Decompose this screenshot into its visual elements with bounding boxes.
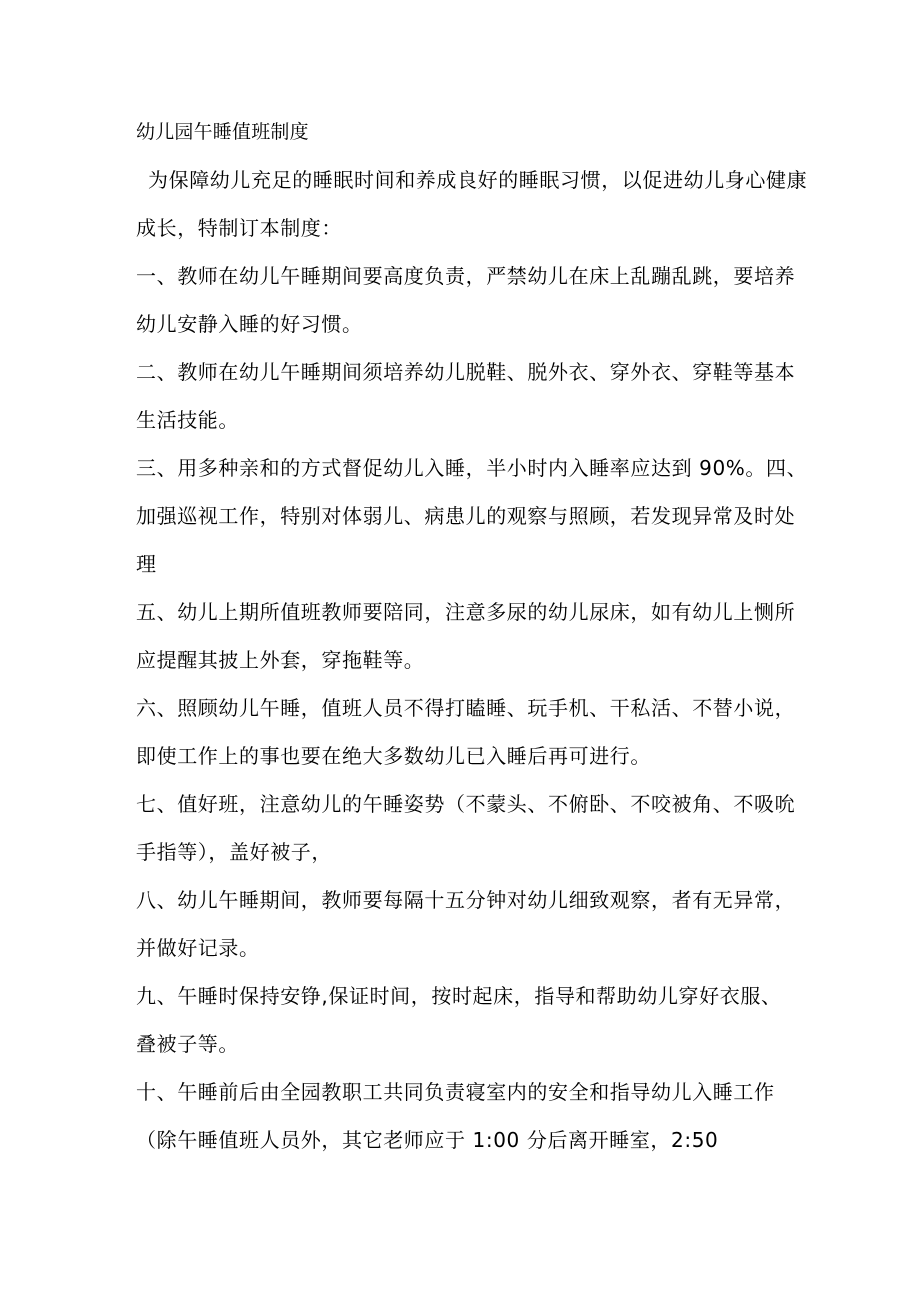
rule-10-line-1: 十、午睡前后由全园教职工共同负责寝室内的安全和指导幼儿入睡工作	[136, 1080, 775, 1104]
rule-8-line-2: 并做好记录。	[136, 936, 260, 960]
rule-5-line-2: 应提醒其披上外套，穿拖鞋等。	[136, 648, 425, 672]
rule-8-line-1: 八、幼儿午睡期间，教师要每隔十五分钟对幼儿细致观察，者有无异常，	[136, 888, 796, 912]
rule-6-line-2: 即使工作上的事也要在绝大多数幼儿已入睡后再可进行。	[136, 744, 651, 768]
rule-4-line-2: 理	[136, 552, 157, 576]
rule-1-line-2: 幼儿安静入睡的好习惯。	[136, 312, 363, 336]
rule-7-line-1: 七、值好班，注意幼儿的午睡姿势（不蒙头、不俯卧、不咬被角、不吸吮	[136, 792, 796, 816]
rule-1-line-1: 一、教师在幼儿午睡期间要高度负责，严禁幼儿在床上乱蹦乱跳，要培养	[136, 264, 796, 288]
rule-7-line-2: 手指等），盖好被子，	[136, 840, 332, 864]
document-title: 幼儿园午睡值班制度	[136, 121, 309, 143]
rule-9-line-2: 叠被子等。	[136, 1032, 239, 1056]
rule-6-line-1: 六、照顾幼儿午睡，值班人员不得打瞌睡、玩手机、干私活、不替小说，	[136, 696, 796, 720]
rule-9-line-1: 九、午睡时保持安铮,保证时间，按时起床，指导和帮助幼儿穿好衣服、	[136, 984, 782, 1008]
intro-line-1: 为保障幼儿充足的睡眠时间和养成良好的睡眠习惯，以促进幼儿身心健康	[148, 168, 808, 192]
intro-line-2: 成长，特制订本制度：	[136, 216, 342, 240]
rule-10-line-2: （除午睡值班人员外，其它老师应于 1:00 分后离开睡室，2:50	[136, 1128, 719, 1152]
rule-4-line-1: 加强巡视工作，特别对体弱儿、病患儿的观察与照顾，若发现异常及时处	[136, 504, 796, 528]
rule-3-line-1: 三、用多种亲和的方式督促幼儿入睡，半小时内入睡率应达到 90%。四、	[136, 456, 808, 480]
rule-2-line-2: 生活技能。	[136, 408, 239, 432]
rule-2-line-1: 二、教师在幼儿午睡期间须培养幼儿脱鞋、脱外衣、穿外衣、穿鞋等基本	[136, 360, 796, 384]
rule-5-line-1: 五、幼儿上期所值班教师要陪同，注意多尿的幼儿尿床，如有幼儿上恻所	[136, 600, 796, 624]
